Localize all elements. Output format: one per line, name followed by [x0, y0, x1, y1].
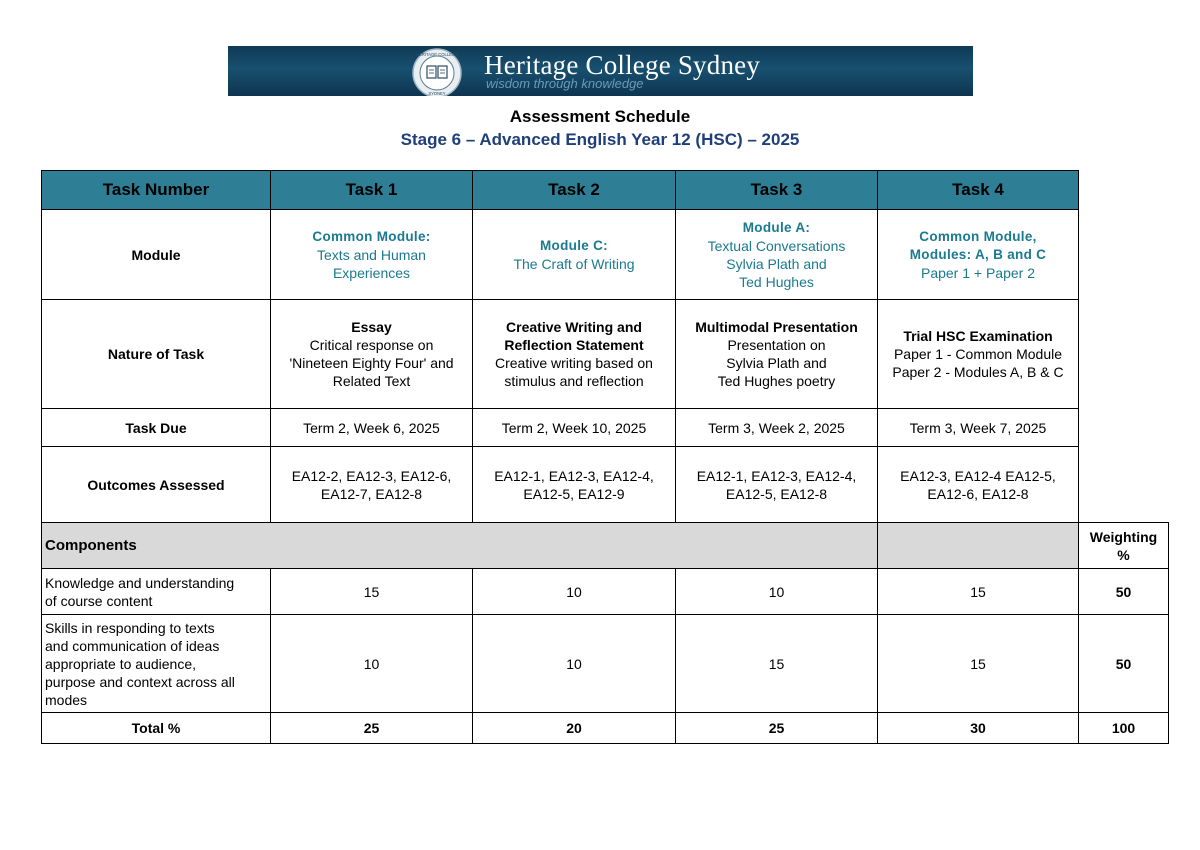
component-value: 15	[878, 615, 1079, 713]
nature-title: Essay	[351, 319, 392, 335]
row-label-task-due: Task Due	[42, 409, 271, 447]
total-weighting: 100	[1079, 713, 1169, 744]
empty-cell	[1079, 171, 1169, 210]
nature-title: Creative Writing and	[506, 319, 642, 335]
nature-line: Sylvia Plath and	[726, 355, 827, 371]
row-label-nature: Nature of Task	[42, 300, 271, 409]
header-task-4: Task 4	[878, 171, 1079, 210]
header-task-3: Task 3	[676, 171, 878, 210]
crest-text-bottom: SYDNEY	[428, 91, 446, 96]
outcomes-line: EA12-1, EA12-3, EA12-4,	[494, 467, 654, 484]
nature-title: Multimodal Presentation	[695, 319, 858, 335]
component-value: 10	[271, 615, 473, 713]
row-label-outcomes: Outcomes Assessed	[42, 447, 271, 523]
nature-line: Presentation on	[727, 337, 826, 353]
nature-row	[42, 300, 1169, 409]
components-label: Components	[42, 523, 878, 569]
module-task-3	[676, 210, 878, 300]
component-name-line: purpose and context across all	[45, 673, 235, 690]
component-value: 10	[676, 569, 878, 615]
total-label: Total %	[42, 713, 271, 744]
module-title: Common Module:	[312, 228, 431, 244]
outcomes-line: EA12-1, EA12-3, EA12-4,	[696, 467, 857, 484]
header-task-1: Task 1	[271, 171, 473, 210]
nature-line: Critical response on	[309, 337, 434, 353]
module-title: Module A:	[742, 219, 811, 235]
outcomes-task-4	[878, 447, 1079, 523]
component-name-line: modes	[45, 691, 88, 708]
total-value: 30	[878, 713, 1079, 744]
module-task-1	[271, 210, 473, 300]
outcomes-line: EA12-6, EA12-8	[927, 485, 1029, 502]
nature-task-4	[878, 300, 1079, 409]
assessment-schedule-table	[41, 170, 1169, 744]
outcomes-line: EA12-5, EA12-8	[725, 485, 828, 502]
row-label-module: Module	[42, 210, 271, 300]
outcomes-row	[42, 447, 1169, 523]
outcomes-line: EA12-5, EA12-9	[523, 485, 625, 502]
component-value: 15	[676, 615, 878, 713]
module-line: Ted Hughes	[739, 273, 814, 290]
component-value: 15	[271, 569, 473, 615]
nature-line: Ted Hughes poetry	[717, 373, 836, 389]
due-task-4: Term 3, Week 7, 2025	[878, 409, 1079, 447]
component-name-line: of course content	[45, 592, 153, 609]
component-row	[42, 615, 1169, 713]
page-subtitle: Stage 6 – Advanced English Year 12 (HSC) – 2025	[400, 130, 800, 149]
outcomes-line: EA12-7, EA12-8	[320, 485, 423, 502]
weighting-label: Weighting	[1089, 528, 1158, 545]
component-name-line: Skills in responding to texts	[45, 619, 215, 636]
header-task-number: Task Number	[42, 171, 271, 210]
empty-cell	[1079, 210, 1169, 300]
nature-task-1	[271, 300, 473, 409]
components-header-row	[42, 523, 1169, 569]
module-task-2	[473, 210, 676, 300]
outcomes-line: EA12-2, EA12-3, EA12-6,	[291, 467, 452, 484]
component-value: 10	[473, 569, 676, 615]
nature-title: Trial HSC Examination	[903, 328, 1053, 344]
module-row	[42, 210, 1169, 300]
outcomes-task-2	[473, 447, 676, 523]
nature-line: Creative writing based on	[495, 355, 653, 371]
nature-line: Paper 2 - Modules A, B & C	[892, 364, 1064, 380]
component-weighting: 50	[1079, 569, 1169, 615]
total-value: 25	[676, 713, 878, 744]
college-banner	[228, 46, 973, 96]
nature-line: Paper 1 - Common Module	[893, 346, 1063, 362]
total-value: 20	[473, 713, 676, 744]
module-task-4	[878, 210, 1079, 300]
component-value: 15	[878, 569, 1079, 615]
header-task-2: Task 2	[473, 171, 676, 210]
module-line: Experiences	[332, 264, 411, 281]
module-title: Module C:	[540, 237, 608, 253]
component-name-line: Knowledge and understanding	[45, 574, 235, 591]
component-row	[42, 569, 1169, 615]
empty-cell	[1079, 447, 1169, 523]
nature-title-2: Reflection Statement	[504, 337, 644, 353]
weighting-unit: %	[1117, 546, 1130, 563]
due-task-2: Term 2, Week 10, 2025	[473, 409, 676, 447]
college-crest-icon	[411, 47, 463, 96]
task-due-row	[42, 409, 1169, 447]
nature-task-2	[473, 300, 676, 409]
college-name: Heritage College Sydney	[484, 50, 761, 80]
total-row	[42, 713, 1169, 744]
outcomes-line: EA12-3, EA12-4 EA12-5,	[900, 467, 1056, 484]
component-name	[42, 615, 271, 713]
module-line: Textual Conversations	[707, 237, 846, 254]
nature-line: 'Nineteen Eighty Four' and	[289, 355, 454, 371]
nature-line: stimulus and reflection	[504, 373, 644, 389]
components-blank	[878, 523, 1079, 569]
empty-cell	[1079, 300, 1169, 409]
module-title: Common Module,	[919, 228, 1037, 244]
nature-task-3	[676, 300, 878, 409]
table-header-row	[42, 171, 1169, 210]
component-weighting: 50	[1079, 615, 1169, 713]
module-line: Texts and Human	[317, 246, 426, 263]
crest-text-top: HERITAGE COLLEGE	[415, 52, 459, 57]
total-value: 25	[271, 713, 473, 744]
college-motto: wisdom through knowledge	[486, 76, 644, 91]
component-name	[42, 569, 271, 615]
module-line: Paper 1 + Paper 2	[920, 264, 1036, 281]
due-task-3: Term 3, Week 2, 2025	[676, 409, 878, 447]
component-name-line: appropriate to audience,	[45, 655, 196, 672]
module-title-2: Modules: A, B and C	[909, 246, 1047, 262]
component-value: 10	[473, 615, 676, 713]
module-line: The Craft of Writing	[513, 255, 635, 272]
empty-cell	[1079, 409, 1169, 447]
component-name-line: and communication of ideas	[45, 637, 220, 654]
weighting-header	[1079, 523, 1169, 569]
outcomes-task-3	[676, 447, 878, 523]
outcomes-task-1	[271, 447, 473, 523]
nature-line: Related Text	[332, 373, 411, 389]
module-line: Sylvia Plath and	[726, 255, 827, 272]
due-task-1: Term 2, Week 6, 2025	[271, 409, 473, 447]
page-title: Assessment Schedule	[509, 107, 691, 126]
